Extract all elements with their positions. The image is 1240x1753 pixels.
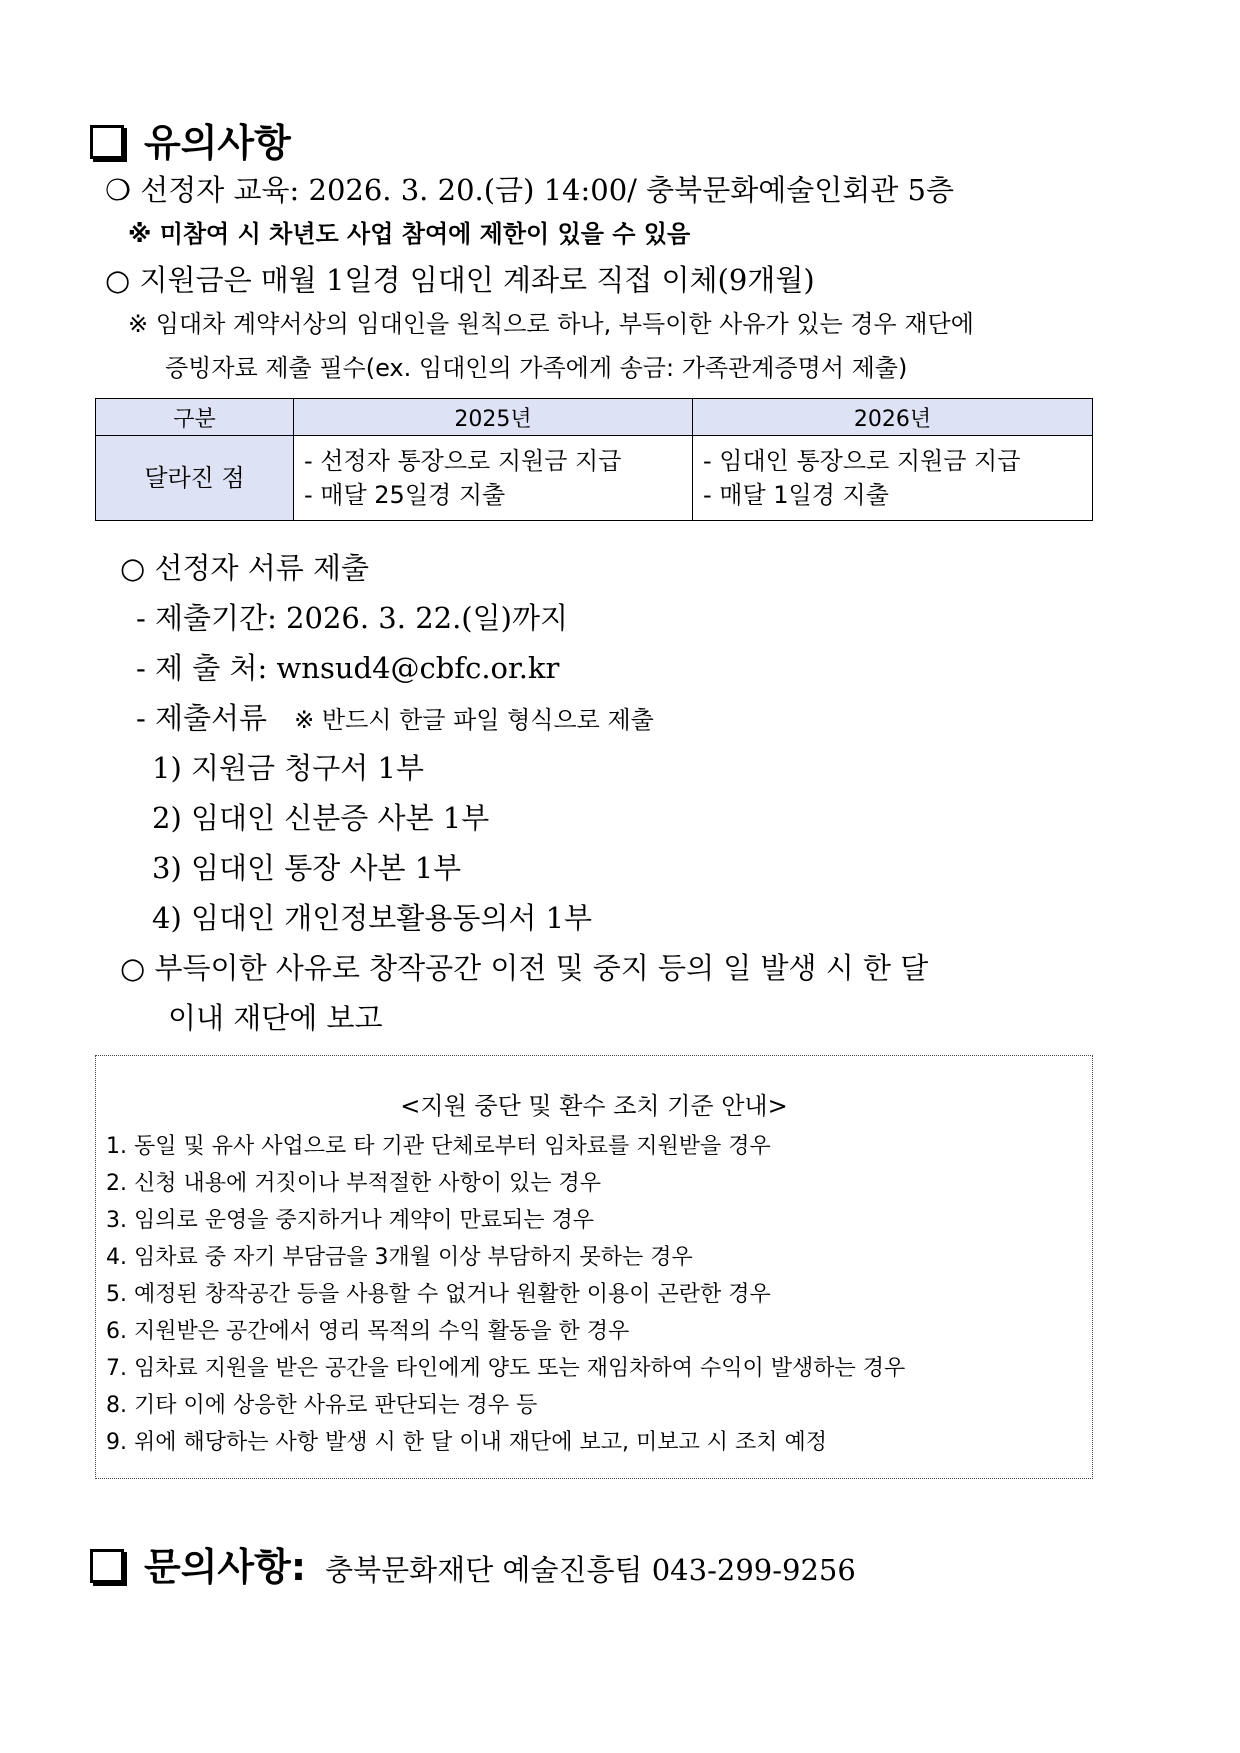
report-line-1: ○ 부득이한 사유로 창작공간 이전 및 중지 등의 일 발생 시 한 달 xyxy=(120,951,929,985)
checkbox-square-icon xyxy=(90,125,124,159)
cell-2026-line-2: - 매달 1일경 지출 xyxy=(703,481,889,509)
cell-2025-line-1: - 선정자 통장으로 지원금 지급 xyxy=(304,447,622,475)
list-item: 3. 임의로 운영을 중지하거나 계약이 만료되는 경우 xyxy=(106,1208,594,1233)
table-header-2026: 2026년 xyxy=(693,399,1093,436)
report-line-2: 이내 재단에 보고 xyxy=(168,1001,383,1035)
list-item: 4. 임차료 중 자기 부담금을 3개월 이상 부담하지 못하는 경우 xyxy=(106,1245,693,1270)
list-item: 2) 임대인 신분증 사본 1부 xyxy=(152,801,490,835)
submission-documents-row xyxy=(136,696,654,737)
contact-info: 충북문화재단 예술진흥팀 043-299-9256 xyxy=(325,1553,856,1587)
list-item: 1) 지원금 청구서 1부 xyxy=(152,751,424,785)
list-item: 8. 기타 이에 상응한 사유로 판단되는 경우 등 xyxy=(106,1393,538,1418)
cell-2025-line-2: - 매달 25일경 지출 xyxy=(304,481,506,509)
notice-box xyxy=(95,1055,1093,1479)
cell-2026-line-1: - 임대인 통장으로 지원금 지급 xyxy=(703,447,1021,475)
table-row xyxy=(96,436,1093,521)
list-item: 9. 위에 해당하는 사항 발생 시 한 달 이내 재단에 보고, 미보고 시 조치 예정 xyxy=(106,1430,827,1455)
comparison-table xyxy=(95,398,1093,521)
transfer-note-1: ※ 임대차 계약서상의 임대인을 원칙으로 하나, 부득이한 사유가 있는 경우 재단에 xyxy=(128,310,974,338)
list-item: 6. 지원받은 공간에서 영리 목적의 수익 활동을 한 경우 xyxy=(106,1319,630,1344)
contact-heading-text: 문의사항: xyxy=(144,1545,307,1589)
table-row-label: 달라진 점 xyxy=(96,436,294,521)
list-item: 4) 임대인 개인정보활용동의서 1부 xyxy=(152,901,593,935)
table-header-2025: 2025년 xyxy=(294,399,693,436)
contact-row xyxy=(90,1536,856,1591)
submission-destination: - 제 출 처: wnsud4@cbfc.or.kr xyxy=(136,651,560,685)
list-item: 7. 임차료 지원을 받은 공간을 타인에게 양도 또는 재임차하여 수익이 발생하는 경우 xyxy=(106,1356,906,1381)
table-header-row xyxy=(96,399,1093,436)
education-line: ❍ 선정자 교육: 2026. 3. 20.(금) 14:00/ 충북문화예술인회관 5층 xyxy=(105,173,954,207)
notice-title: <지원 중단 및 환수 조치 기준 안내> xyxy=(400,1092,788,1120)
notes-heading xyxy=(90,112,291,167)
list-item: 5. 예정된 창작공간 등을 사용할 수 없거나 원활한 이용이 곤란한 경우 xyxy=(106,1282,771,1307)
table-header-category: 구분 xyxy=(96,399,294,436)
contact-heading xyxy=(90,1545,306,1589)
submission-period: - 제출기간: 2026. 3. 22.(일)까지 xyxy=(136,601,568,635)
table-cell-2026 xyxy=(693,436,1093,521)
checkbox-square-icon xyxy=(90,1549,124,1583)
list-item: 3) 임대인 통장 사본 1부 xyxy=(152,851,462,885)
table-cell-2025 xyxy=(294,436,693,521)
transfer-note-2: 증빙자료 제출 필수(ex. 임대인의 가족에게 송금: 가족관계증명서 제출) xyxy=(165,354,908,382)
education-note: ※ 미참여 시 차년도 사업 참여에 제한이 있을 수 있음 xyxy=(128,220,691,248)
list-item: 2. 신청 내용에 거짓이나 부적절한 사항이 있는 경우 xyxy=(106,1171,601,1196)
list-item: 1. 동일 및 유사 사업으로 타 기관 단체로부터 임차료를 지원받을 경우 xyxy=(106,1134,771,1159)
submission-documents-label: - 제출서류 xyxy=(136,701,268,735)
submission-title: ○ 선정자 서류 제출 xyxy=(120,551,370,585)
notice-list xyxy=(106,1128,905,1461)
submission-documents-note: ※ 반드시 한글 파일 형식으로 제출 xyxy=(294,706,654,734)
transfer-line: ○ 지원금은 매월 1일경 임대인 계좌로 직접 이체(9개월) xyxy=(105,263,815,297)
notes-heading-text: 유의사항 xyxy=(144,121,291,165)
